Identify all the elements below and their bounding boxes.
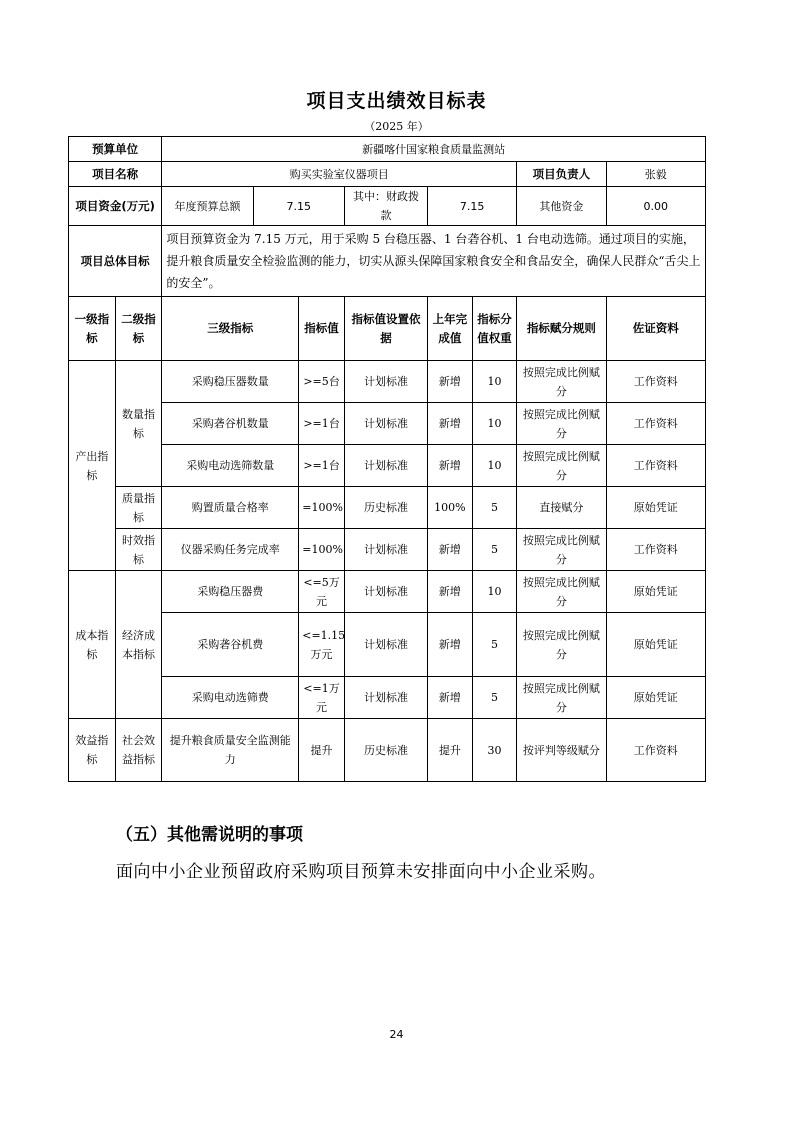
indicator-rule: 直接赋分	[517, 487, 606, 529]
section-heading: （五）其他需说明的事项	[116, 825, 303, 845]
group-social-benefit: 社会效益指标	[115, 719, 162, 782]
indicator-value: <=1万元	[299, 677, 345, 719]
project-value: 购买实验室仪器项目	[162, 162, 517, 187]
group-quantity: 数量指标	[115, 361, 162, 487]
indicator-weight: 5	[472, 487, 517, 529]
header-level3: 三级指标	[162, 297, 299, 361]
table-row	[69, 719, 706, 782]
group-economic-cost: 经济成本指标	[115, 571, 162, 719]
indicator-prev: 提升	[428, 719, 473, 782]
table-row	[69, 613, 706, 677]
funds-row	[69, 187, 706, 226]
indicator-value: <=1.15万元	[299, 613, 345, 677]
indicator-weight: 5	[472, 529, 517, 571]
indicator-name: 仪器采购任务完成率	[162, 529, 299, 571]
other-value: 0.00	[606, 187, 705, 226]
header-evidence: 佐证资料	[606, 297, 705, 361]
indicator-evidence: 工作资料	[606, 403, 705, 445]
unit-value: 新疆喀什国家粮食质量监测站	[162, 137, 706, 162]
indicator-rule: 按照完成比例赋分	[517, 613, 606, 677]
indicator-name: 采购砻谷机数量	[162, 403, 299, 445]
performance-table	[68, 136, 706, 782]
indicator-weight: 30	[472, 719, 517, 782]
indicator-basis: 历史标准	[344, 719, 427, 782]
header-prev: 上年完成值	[428, 297, 473, 361]
indicator-prev: 新增	[428, 361, 473, 403]
indicator-rule: 按照完成比例赋分	[517, 361, 606, 403]
indicator-basis: 计划标准	[344, 571, 427, 613]
indicator-prev: 100%	[428, 487, 473, 529]
indicator-weight: 10	[472, 571, 517, 613]
unit-row	[69, 137, 706, 162]
indicator-evidence: 工作资料	[606, 445, 705, 487]
indicator-basis: 计划标准	[344, 677, 427, 719]
leader-label: 项目负责人	[517, 162, 606, 187]
group-quality: 质量指标	[115, 487, 162, 529]
indicator-prev: 新增	[428, 571, 473, 613]
indicator-rule: 按照完成比例赋分	[517, 403, 606, 445]
header-rule: 指标赋分规则	[517, 297, 606, 361]
indicator-weight: 10	[472, 445, 517, 487]
indicator-rule: 按照完成比例赋分	[517, 677, 606, 719]
indicator-weight: 10	[472, 403, 517, 445]
indicator-value: >=1台	[299, 445, 345, 487]
indicator-rule: 按评判等级赋分	[517, 719, 606, 782]
indicator-basis: 历史标准	[344, 487, 427, 529]
indicator-evidence: 原始凭证	[606, 571, 705, 613]
goal-label: 项目总体目标	[69, 226, 162, 297]
header-level1: 一级指标	[69, 297, 116, 361]
table-row	[69, 361, 706, 403]
annual-label: 年度预算总额	[162, 187, 253, 226]
indicator-prev: 新增	[428, 677, 473, 719]
indicator-rule: 按照完成比例赋分	[517, 529, 606, 571]
annual-value: 7.15	[253, 187, 344, 226]
indicator-evidence: 原始凭证	[606, 487, 705, 529]
indicator-name: 购置质量合格率	[162, 487, 299, 529]
project-label: 项目名称	[69, 162, 162, 187]
indicator-name: 采购砻谷机费	[162, 613, 299, 677]
unit-label: 预算单位	[69, 137, 162, 162]
indicator-value: >=5台	[299, 361, 345, 403]
table-row	[69, 487, 706, 529]
other-label: 其他资金	[517, 187, 606, 226]
indicator-weight: 5	[472, 613, 517, 677]
indicator-evidence: 原始凭证	[606, 613, 705, 677]
header-value: 指标值	[299, 297, 345, 361]
indicator-value: >=1台	[299, 403, 345, 445]
group-benefit: 效益指标	[69, 719, 116, 782]
fiscal-value: 7.15	[428, 187, 517, 226]
indicator-value: =100%	[299, 487, 345, 529]
indicator-name: 提升粮食质量安全监测能力	[162, 719, 299, 782]
table-row	[69, 677, 706, 719]
indicator-weight: 10	[472, 361, 517, 403]
goal-text: 项目预算资金为 7.15 万元，用于采购 5 台稳压器、1 台砻谷机、1 台电动选筛。通过项目的实施，提升粮食质量安全检验监测的能力，切实从源头保障国家粮食安全和食品安全，确保人民群众“舌尖上的安全”。	[162, 226, 706, 297]
group-timeliness: 时效指标	[115, 529, 162, 571]
indicator-name: 采购稳压器数量	[162, 361, 299, 403]
funds-label: 项目资金(万元)	[69, 187, 162, 226]
indicator-basis: 计划标准	[344, 529, 427, 571]
indicator-name: 采购稳压器费	[162, 571, 299, 613]
table-row	[69, 571, 706, 613]
indicator-basis: 计划标准	[344, 613, 427, 677]
header-basis: 指标值设置依据	[344, 297, 427, 361]
indicator-evidence: 工作资料	[606, 529, 705, 571]
group-output: 产出指标	[69, 361, 116, 571]
table-row	[69, 445, 706, 487]
indicator-basis: 计划标准	[344, 445, 427, 487]
table-row	[69, 403, 706, 445]
group-cost: 成本指标	[69, 571, 116, 719]
indicator-prev: 新增	[428, 529, 473, 571]
indicator-evidence: 原始凭证	[606, 677, 705, 719]
header-level2: 二级指标	[115, 297, 162, 361]
indicator-prev: 新增	[428, 445, 473, 487]
indicator-evidence: 工作资料	[606, 361, 705, 403]
indicator-evidence: 工作资料	[606, 719, 705, 782]
fiscal-label: 其中：财政拨款	[344, 187, 427, 226]
page-number: 24	[389, 1028, 404, 1041]
project-row	[69, 162, 706, 187]
indicator-basis: 计划标准	[344, 361, 427, 403]
indicator-prev: 新增	[428, 403, 473, 445]
goal-row	[69, 226, 706, 297]
indicator-value: =100%	[299, 529, 345, 571]
page-title: 项目支出绩效目标表	[306, 90, 487, 112]
header-row	[69, 297, 706, 361]
indicator-name: 采购电动选筛费	[162, 677, 299, 719]
year-label: （2025 年）	[364, 120, 429, 133]
table-row	[69, 529, 706, 571]
indicator-basis: 计划标准	[344, 403, 427, 445]
indicator-name: 采购电动选筛数量	[162, 445, 299, 487]
indicator-weight: 5	[472, 677, 517, 719]
header-weight: 指标分值权重	[472, 297, 517, 361]
leader-value: 张毅	[606, 162, 705, 187]
indicator-rule: 按照完成比例赋分	[517, 445, 606, 487]
indicator-value: <=5万元	[299, 571, 345, 613]
indicator-value: 提升	[299, 719, 345, 782]
indicator-prev: 新增	[428, 613, 473, 677]
section-text: 面向中小企业预留政府采购项目预算未安排面向中小企业采购。	[116, 862, 606, 882]
indicator-rule: 按照完成比例赋分	[517, 571, 606, 613]
